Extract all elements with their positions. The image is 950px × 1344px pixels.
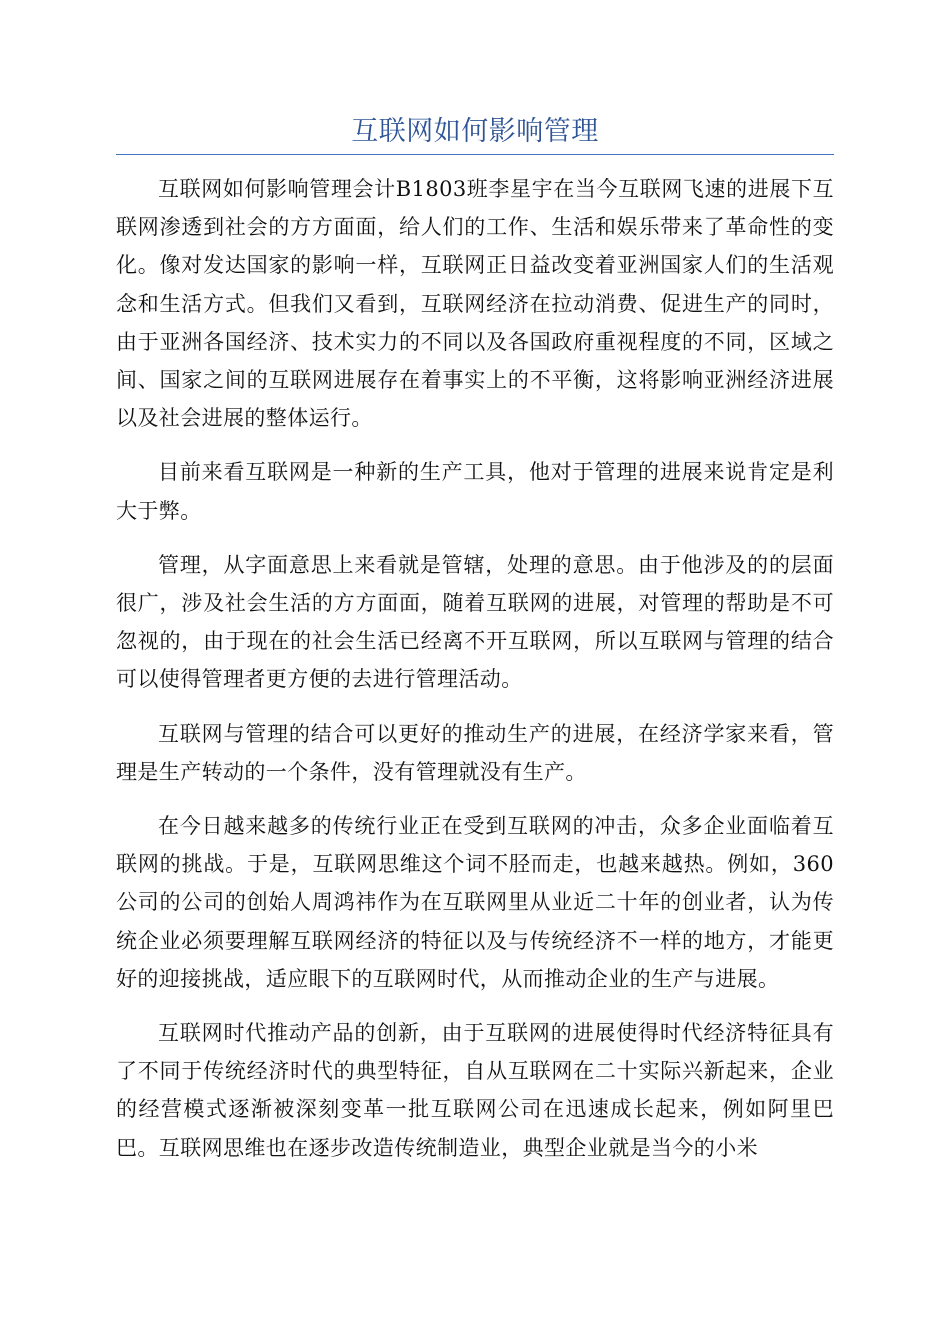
paragraph: 目前来看互联网是一种新的生产工具，他对于管理的进展来说肯定是利大于弊。 [116, 460, 834, 523]
paragraph: 互联网如何影响管理会计B1803班李星宇在当今互联网飞速的进展下互联网渗透到社会的方方面面，给人们的工作、生活和娱乐带来了革命性的变化。像对发达国家的影响一样，互联网正日益改变着亚洲国家人们的生活观念和生活方式。但我们又看到，互联网经济在拉动消费、促进生产的同时，由于亚洲各国经济、技术实力的不同以及各国政府重视程度的不同，区域之间、国家之间的互联网进展存在着事实上的不平衡，这将影响亚洲经济进展以及社会进展的整体运行。 [116, 177, 834, 431]
paragraph: 在今日越来越多的传统行业正在受到互联网的冲击，众多企业面临着互联网的挑战。于是，互联网思维这个词不胫而走，也越来越热。例如，360公司的公司的创始人周鸿祎作为在互联网里从业近二十年的创业者，认为传统企业必须要理解互联网经济的特征以及与传统经济不一样的地方，才能更好的迎接挑战，适应眼下的互联网时代，从而推动企业的生产与进展。 [116, 814, 834, 991]
document-body [116, 170, 834, 1183]
document-title: 互联网如何影响管理 [351, 116, 599, 147]
paragraph: 互联网时代推动产品的创新，由于互联网的进展使得时代经济特征具有了不同于传统经济时代的典型特征，自从互联网在二十实际兴新起来，企业的经营模式逐渐被深刻变革一批互联网公司在迅速成长起来，例如阿里巴巴。互联网思维也在逐步改造传统制造业，典型企业就是当今的小米 [116, 1021, 834, 1160]
title-underline [116, 154, 834, 155]
paragraph: 互联网与管理的结合可以更好的推动生产的进展，在经济学家来看，管理是生产转动的一个条件，没有管理就没有生产。 [116, 721, 834, 784]
paragraph: 管理，从字面意思上来看就是管辖，处理的意思。由于他涉及的的层面很广，涉及社会生活的方方面面，随着互联网的进展，对管理的帮助是不可忽视的，由于现在的社会生活已经离不开互联网，所以互联网与管理的结合可以使得管理者更方便的去进行管理活动。 [116, 552, 834, 692]
